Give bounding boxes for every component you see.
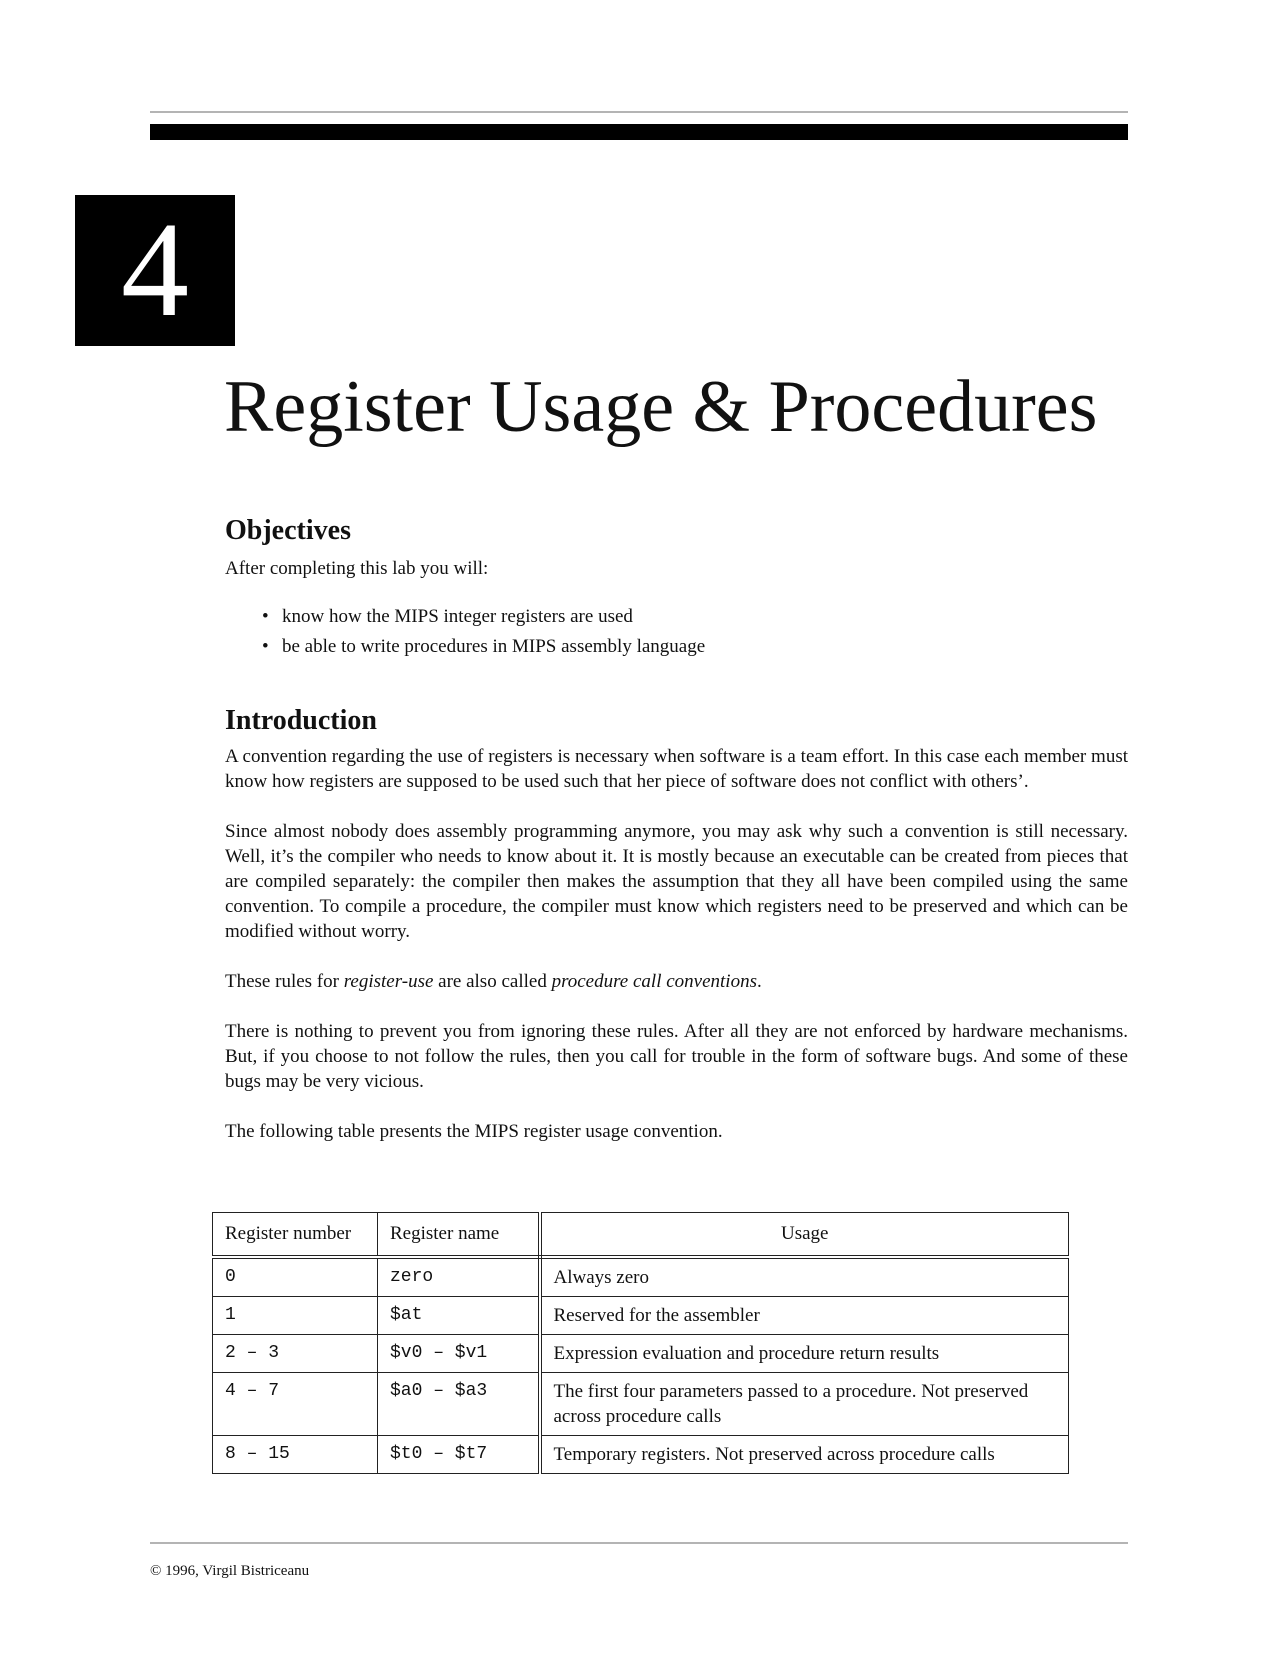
register-number-cell: 2 – 3 [213, 1335, 378, 1373]
header-register-name: Register name [378, 1213, 540, 1258]
table-row [213, 1297, 1069, 1335]
table-row [213, 1436, 1069, 1474]
introduction-heading: Introduction [225, 705, 377, 736]
p3-text-middle: are also called [433, 971, 552, 992]
register-name-cell: $a0 – $a3 [378, 1373, 540, 1436]
table-row [213, 1335, 1069, 1373]
p3-text-before: These rules for [225, 971, 344, 992]
p3-text-after: . [756, 971, 762, 992]
header-usage: Usage [540, 1213, 1069, 1258]
objectives-lead: After completing this lab you will: [225, 558, 489, 579]
term-register-use: register-use [343, 971, 434, 992]
objectives-list [225, 602, 1128, 662]
table-header-row [213, 1213, 1069, 1258]
intro-paragraph-5: The following table presents the MIPS register usage convention. [225, 1121, 723, 1142]
register-usage-cell: Reserved for the assembler [540, 1297, 1069, 1335]
register-usage-cell: The first four parameters passed to a procedure. Not preserved across procedure calls [540, 1373, 1069, 1436]
header-thin-rule [150, 111, 1128, 113]
intro-paragraph-4: There is nothing to prevent you from ignoring these rules. After all they are not enforced by hardware mechanisms. But, if you choose to not follow the rules, then you call for trouble in the form of software bugs. And some of these bugs may be very vicious. [225, 1021, 1128, 1092]
header-thick-rule [150, 124, 1128, 140]
chapter-title: Register Usage & Procedures [224, 366, 1098, 448]
register-usage-cell: Always zero [540, 1257, 1069, 1297]
register-name-cell: zero [378, 1257, 540, 1297]
table-row [213, 1373, 1069, 1436]
term-procedure-call-conventions: procedure call conventions [551, 971, 757, 992]
register-number-cell: 4 – 7 [213, 1373, 378, 1436]
main-content [225, 514, 1128, 1144]
register-number-cell: 1 [213, 1297, 378, 1335]
register-name-cell: $t0 – $t7 [378, 1436, 540, 1474]
register-number-cell: 8 – 15 [213, 1436, 378, 1474]
objectives-heading: Objectives [225, 515, 351, 546]
chapter-number: 4 [121, 195, 189, 345]
register-name-cell: $at [378, 1297, 540, 1335]
header-register-number: Register number [213, 1213, 378, 1258]
chapter-number-box [75, 195, 235, 346]
objective-item: • know how the MIPS integer registers are used [262, 602, 1128, 632]
register-usage-cell: Expression evaluation and procedure return results [540, 1335, 1069, 1373]
register-name-cell: $v0 – $v1 [378, 1335, 540, 1373]
register-number-cell: 0 [213, 1257, 378, 1297]
objective-item: • be able to write procedures in MIPS assembly language [262, 632, 1128, 662]
register-usage-cell: Temporary registers. Not preserved across procedure calls [540, 1436, 1069, 1474]
table-row [213, 1257, 1069, 1297]
footer-rule [150, 1542, 1128, 1544]
register-usage-table [212, 1212, 1069, 1474]
intro-paragraph-1: A convention regarding the use of registers is necessary when software is a team effort. In this case each member must know how registers are supposed to be used such that her piece of software does not conflict with others’. [225, 746, 1128, 792]
intro-paragraph-2: Since almost nobody does assembly programming anymore, you may ask why such a convention is still necessary. Well, it’s the compiler who needs to know about it. It is mostly because an executable can be created from pieces that are compiled separately: the compiler then makes the assumption that they all have been compiled using the same convention. To compile a procedure, the compiler must know which registers need to be preserved and which can be modified without worry. [225, 821, 1128, 942]
footer-copyright: © 1996, Virgil Bistriceanu [150, 1563, 310, 1579]
intro-paragraph-3 [225, 969, 1128, 994]
